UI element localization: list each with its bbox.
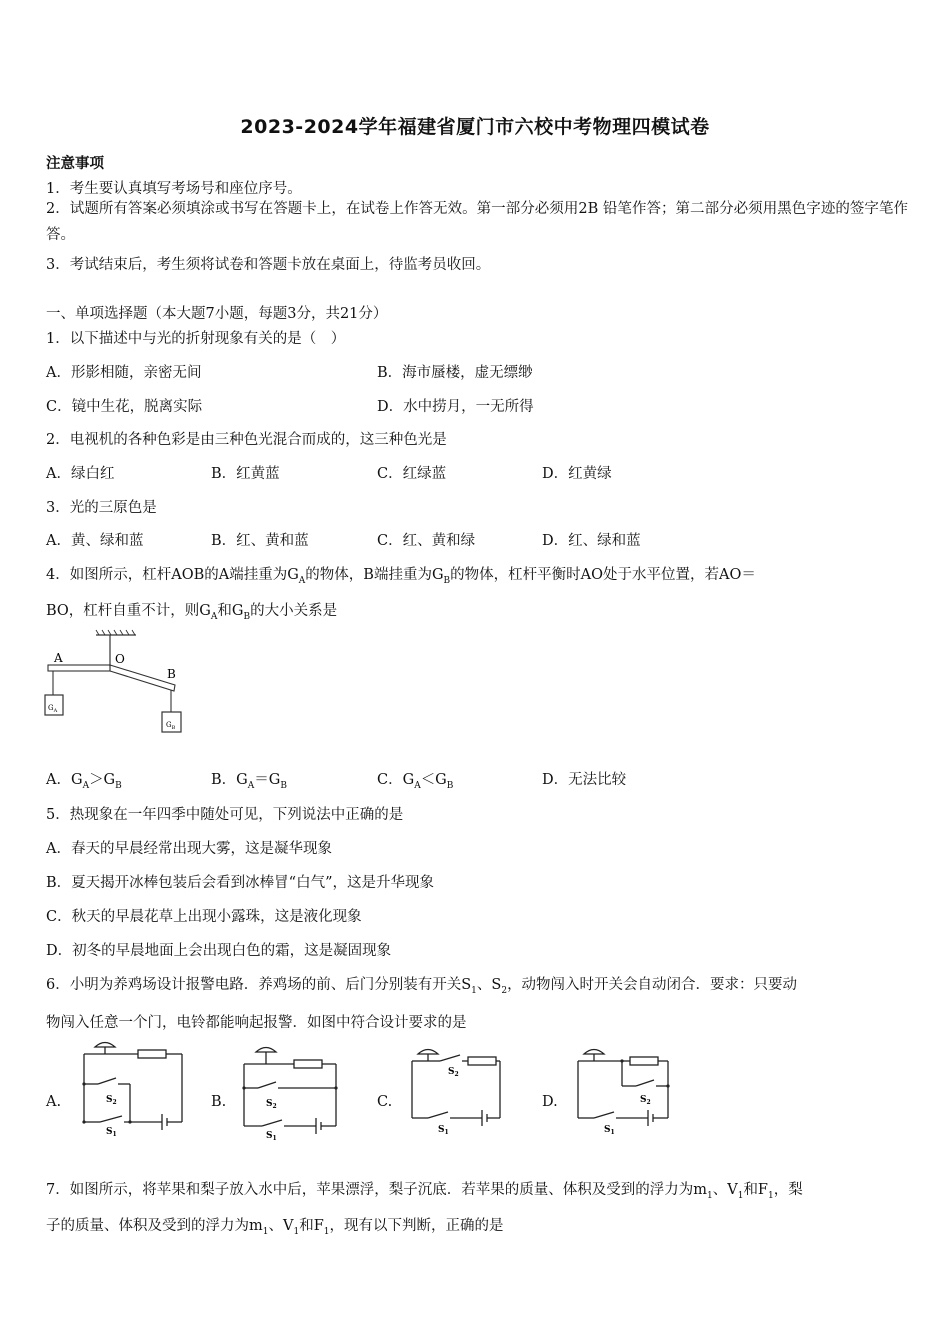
svg-text:S1: $S_1$ xyxy=(438,1125,449,1136)
notice-item-1: 1．考生要认真填写考场号和座位序号。 xyxy=(46,181,302,197)
notice-item-3: 3．考试结束后，考生须将试卷和答题卡放在桌面上，待监考员收回。 xyxy=(46,257,491,273)
q2-stem: 2．电视机的各种色彩是由三种色光混合而成的，这三种色光是 xyxy=(46,432,447,448)
q6-stem-line2: 物闯入任意一个门，电铃都能响起报警．如图中符合设计要求的是 xyxy=(46,1015,467,1031)
q3-option-b: B．红、黄和蓝 xyxy=(211,533,309,549)
q5-option-d: D．初冬的早晨地面上会出现白色的霜，这是凝固现象 xyxy=(46,943,392,959)
q6-option-c-label: C. xyxy=(377,1094,393,1110)
q7-stem-line1: 7．如图所示，将苹果和梨子放入水中后，苹果漂浮，梨子沉底．若苹果的质量、体积及受到的浮力为$m_1$、$V_1$和$F_1$，梨 xyxy=(46,1182,803,1201)
q3-option-c: C．红、黄和绿 xyxy=(377,533,476,549)
point-b-label: B xyxy=(167,667,176,681)
q1-option-c: C．镜中生花，脱离实际 xyxy=(46,399,203,415)
notice-heading: 注意事项 xyxy=(46,155,104,172)
q3-stem: 3．光的三原色是 xyxy=(46,500,157,516)
svg-text:S2: $S_2$ xyxy=(106,1095,117,1106)
svg-text:GA: $G_A$ xyxy=(48,704,58,714)
q6-option-d-label: D. xyxy=(542,1094,558,1110)
q6-stem-line1: 6．小明为养鸡场设计报警电路．养鸡场的前、后门分别装有开关$S_1$、$S_2$，动物闯入时开关会自动闭合．要求：只要动 xyxy=(46,977,798,996)
section-heading: 一、单项选择题（本大题7小题，每题3分，共21分） xyxy=(46,306,388,322)
svg-text:S2: $S_2$ xyxy=(448,1067,459,1078)
q7-stem-line2: 子的质量、体积及受到的浮力为$m_1$、$V_1$和$F_1$，现有以下判断，正确的是 xyxy=(46,1218,504,1237)
page-title: 2023-2024学年福建省厦门市六校中考物理四模试卷 xyxy=(240,116,710,138)
q5-stem: 5．热现象在一年四季中随处可见，下列说法中正确的是 xyxy=(46,807,404,823)
q1-stem: 1．以下描述中与光的折射现象有关的是（ ） xyxy=(46,331,346,347)
svg-text:S1: $S_1$ xyxy=(106,1127,117,1136)
svg-text:S2: $S_2$ xyxy=(266,1099,277,1110)
svg-text:S1: $S_1$ xyxy=(266,1131,277,1140)
q1-option-d: D．水中捞月，一无所得 xyxy=(377,399,534,415)
q4-option-d: D．无法比较 xyxy=(542,772,627,788)
q1-option-b: B．海市蜃楼，虚无缥缈 xyxy=(377,365,533,381)
q3-option-d: D．红、绿和蓝 xyxy=(542,533,641,549)
q5-option-a: A．春天的早晨经常出现大雾，这是凝华现象 xyxy=(46,841,332,857)
q4-option-c: C．$G_A<G_B$ xyxy=(377,772,454,791)
q5-option-c: C．秋天的早晨花草上出现小露珠，这是液化现象 xyxy=(46,909,362,925)
q2-option-d: D．红黄绿 xyxy=(542,466,612,482)
q4-option-b: B．$G_A=G_B$ xyxy=(211,772,287,791)
q2-option-a: A．绿白红 xyxy=(46,466,115,482)
svg-text:GB: $G_B$ xyxy=(166,721,176,731)
circuit-b xyxy=(236,1044,348,1140)
q2-option-c: C．红绿蓝 xyxy=(377,466,447,482)
q5-option-b: B．夏天揭开冰棒包装后会看到冰棒冒“白气”，这是升华现象 xyxy=(46,875,434,891)
point-o-label: O xyxy=(115,652,125,666)
q1-option-a: A．形影相随，亲密无间 xyxy=(46,365,202,381)
circuit-d xyxy=(570,1044,676,1140)
q6-option-b-label: B. xyxy=(211,1094,227,1110)
q4-stem-line1: 4．如图所示，杠杆AOB的A端挂重为$G_A$的物体，B端挂重为$G_B$的物体，杠杆平衡时AO处于水平位置，若AO＝ xyxy=(46,567,756,586)
svg-text:S1: $S_1$ xyxy=(604,1125,615,1136)
q6-option-a-label: A. xyxy=(46,1094,62,1110)
q3-option-a: A．黄、绿和蓝 xyxy=(46,533,144,549)
q2-option-b: B．红黄蓝 xyxy=(211,466,280,482)
circuit-a xyxy=(70,1040,188,1136)
lever-figure xyxy=(44,628,188,738)
notice-item-2: 2．试题所有答案必须填涂或书写在答题卡上，在试卷上作答无效。第一部分必须用2B 铅笔作答；第二部分必须用黑色字迹的签字笔作答。 xyxy=(46,201,908,243)
point-a-label: A xyxy=(54,651,63,665)
svg-text:S2: $S_2$ xyxy=(640,1095,651,1106)
circuit-c xyxy=(404,1044,508,1140)
q4-stem-line2: BO，杠杆自重不计，则$G_A$和$G_B$的大小关系是 xyxy=(46,603,338,622)
q4-option-a: A．$G_A>G_B$ xyxy=(46,772,122,791)
